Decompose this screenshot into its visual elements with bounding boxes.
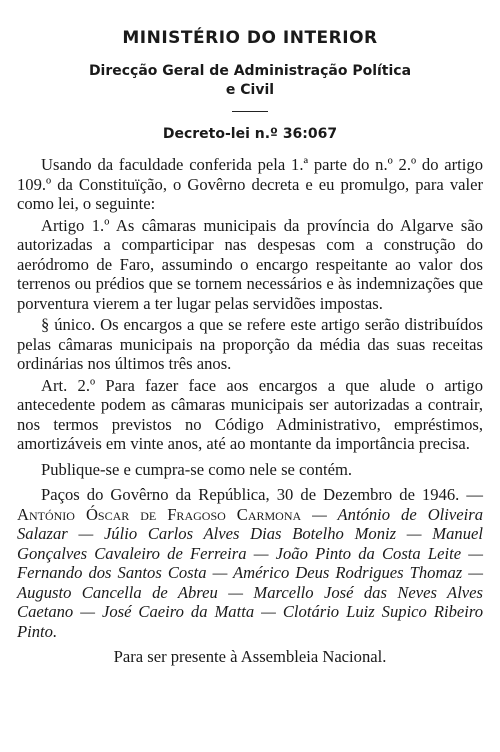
direction-line-2: e Civil [225, 82, 275, 98]
decree-number: Decreto-lei n.º 36:067 [162, 126, 338, 142]
intro-paragraph: Usando da faculdade conferida pela 1.ª parte do n.º 2.º do artigo 109.º da Constituïção, o Govêrno decreta e eu promulgo, para valer como lei, o seguinte: [17, 155, 483, 213]
article-1-paragraph: Artigo 1.º As câmaras municipais da província do Algarve são autorizadas a comparticipar nas despesas com a construção do aeródromo de Faro, assumindo o encargo respeitante ao valor dos terrenos ou prédios que se tornem necessários e às indemnizações que porventura vierem a ter lugar pelas servidões impostas. [17, 215, 483, 313]
signatures-paragraph [17, 485, 483, 641]
decree-body [17, 155, 483, 667]
ministry-heading: MINISTÉRIO DO INTERIOR [122, 28, 378, 48]
direction-line-1: Direcção Geral de Administração Política [88, 63, 412, 79]
president-signature: António Óscar de Fragoso Carmona [17, 504, 302, 524]
signing-place-date: Paços do Govêrno da República, 30 de Dezembro de 1946. — [41, 485, 483, 504]
heading-divider [232, 111, 268, 112]
article-2-paragraph: Art. 2.º Para fazer face aos encargos a que alude o artigo antecedente podem as câmaras municipais ser autorizadas a contrair, nos termos previstos no Código Administrativo, empréstimos, amortizáveis em vinte anos, até ao montante da importância precisa. [17, 375, 483, 453]
direction-heading [0, 62, 500, 100]
sole-paragraph: § único. Os encargos a que se refere este artigo serão distribuídos pelas câmaras municipais na proporção da média das suas receitas ordinárias nos últimos três anos. [17, 315, 483, 373]
closing-line: Para ser presente à Assembleia Nacional. [113, 647, 387, 666]
publish-paragraph: Publique-se e cumpra-se como nele se contém. [41, 459, 353, 479]
ministers-signatures: — António de Oliveira Salazar — Júlio Carlos Alves Dias Botelho Moniz — Manuel Gonçalves Cavaleiro de Ferreira — João Pinto da Costa Leite — Fernando dos Santos Costa — Américo Deus Rodrigues Thomaz — Augusto Cancella de Abreu — Marcello José das Neves Alves Caetano — José Caeiro da Matta — Clotário Luiz Supico Ribeiro Pinto. [17, 504, 483, 641]
